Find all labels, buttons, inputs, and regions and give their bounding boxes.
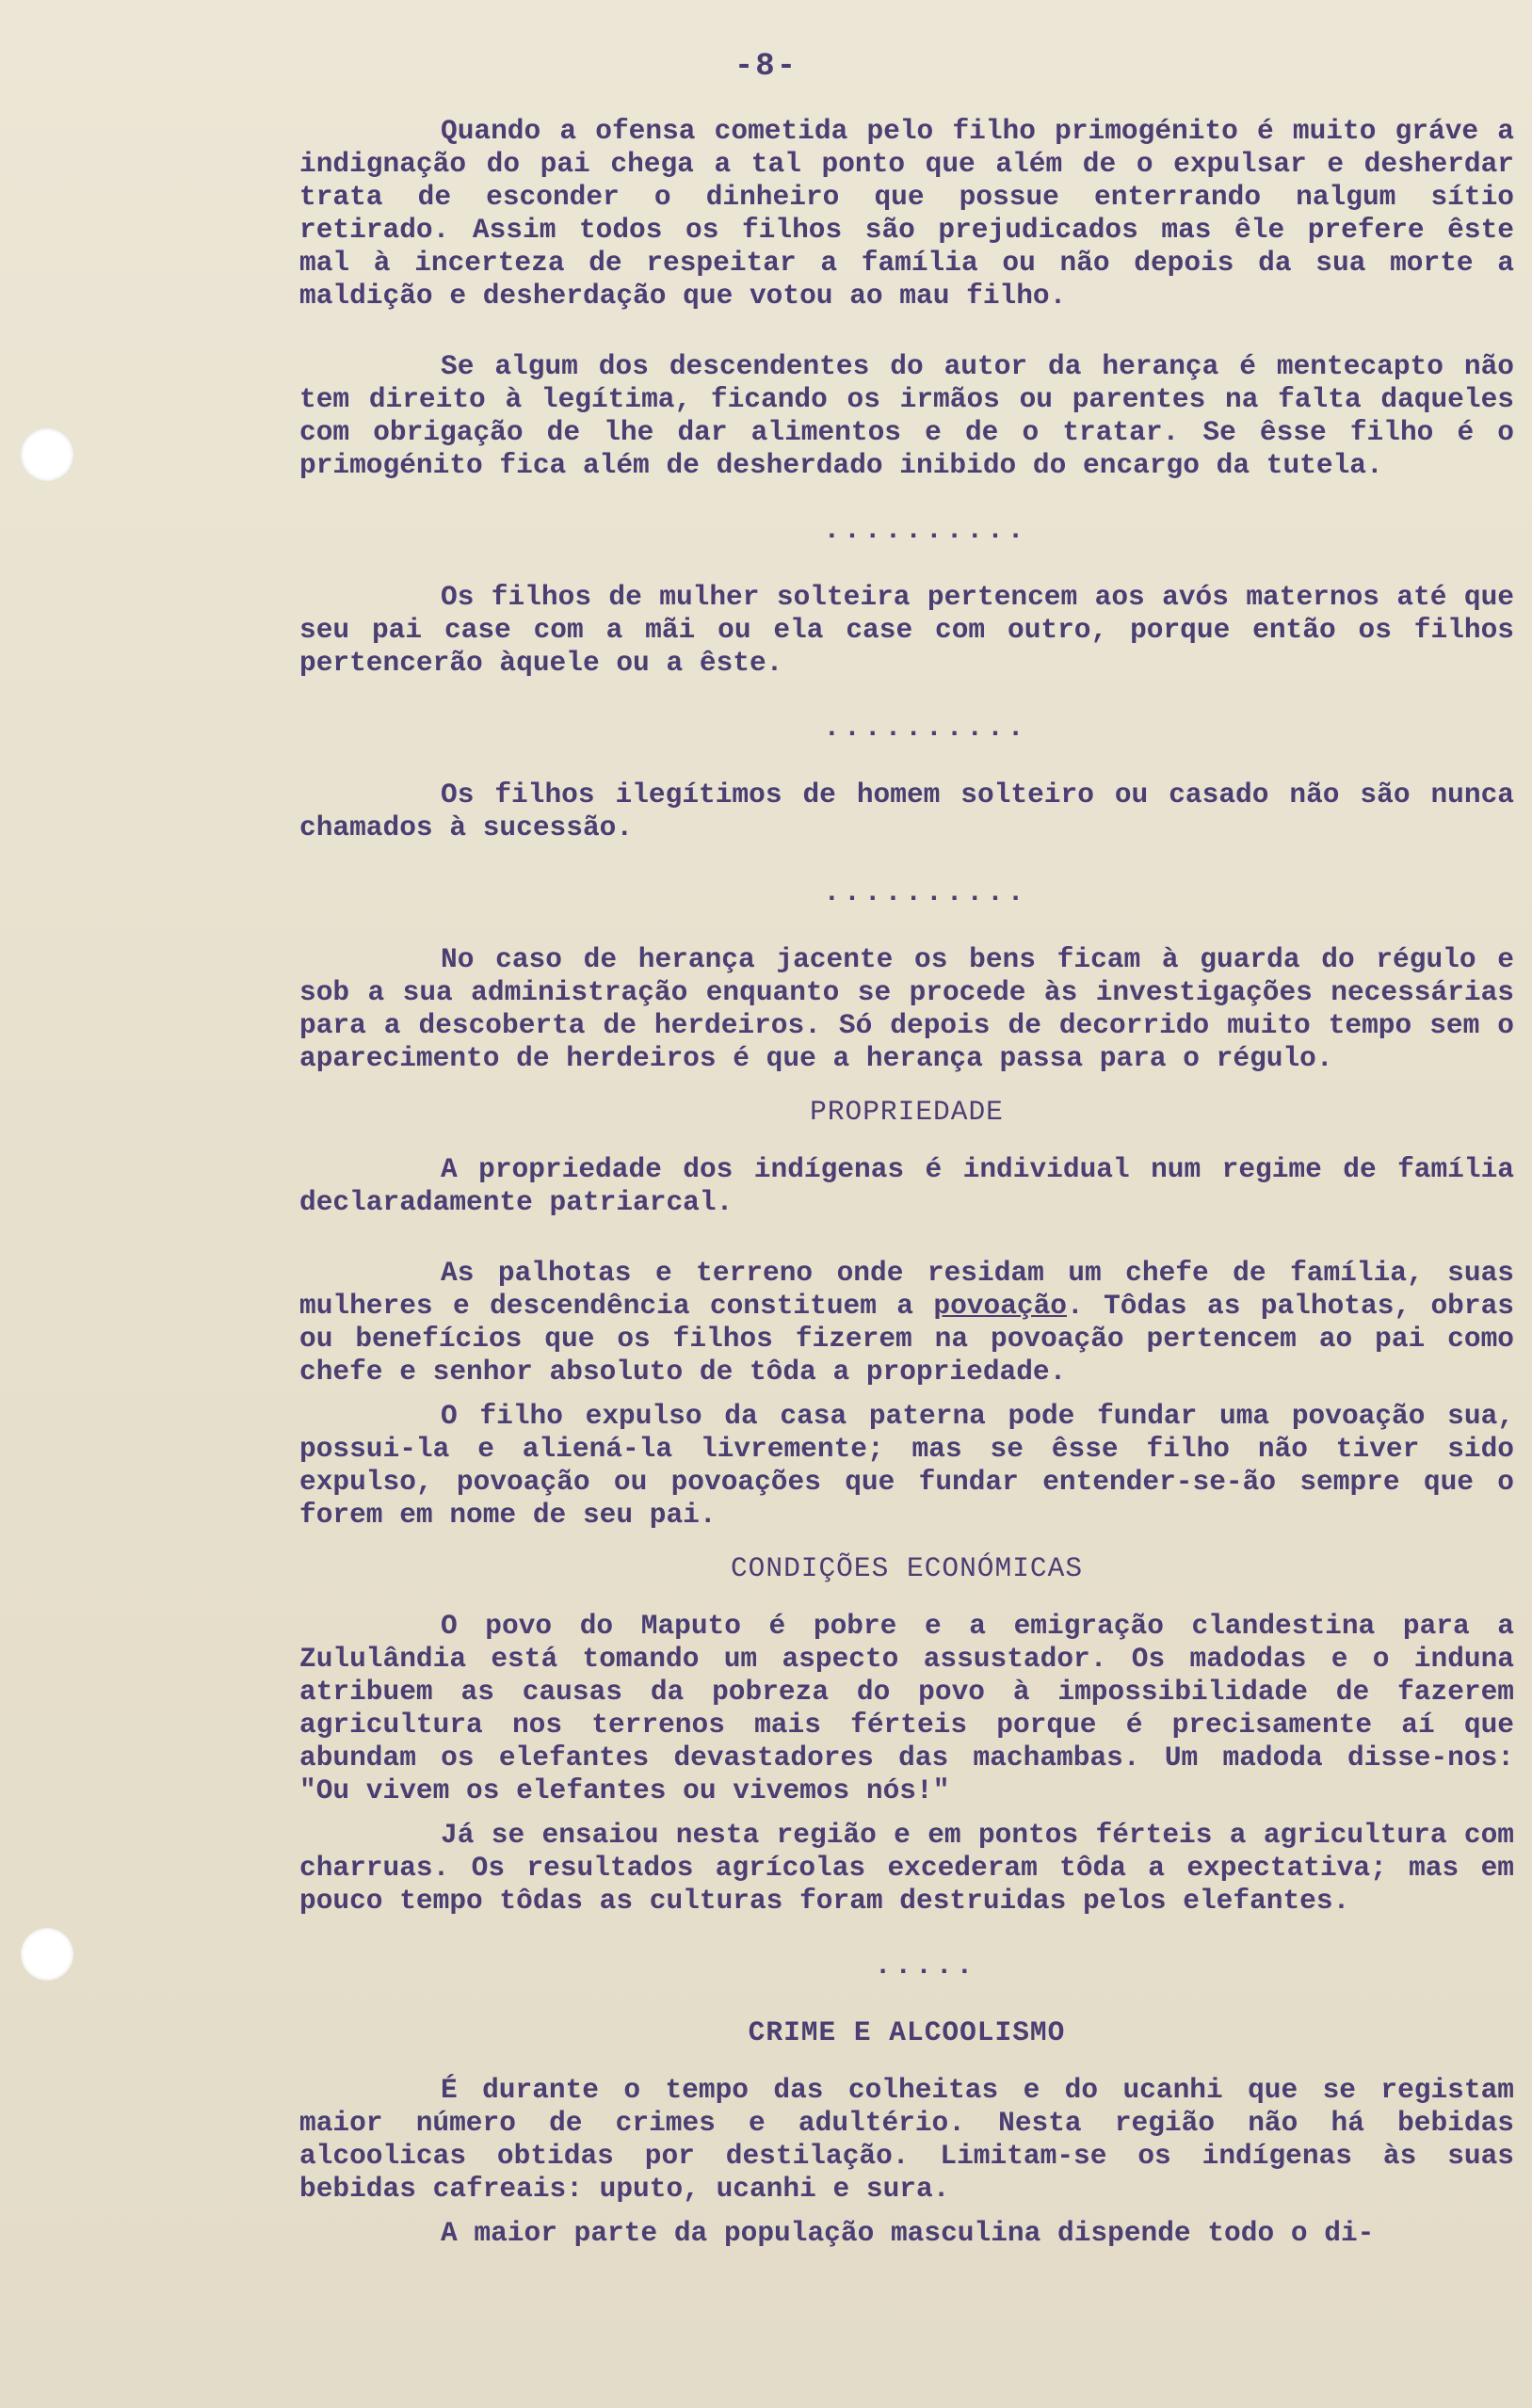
paragraph-populacao-masculina: A maior parte da população masculina dispende todo o di- <box>441 2217 1375 2249</box>
paragraph-mentecapto: Se algum dos descendentes do autor da herança é mentecapto não tem direito à legítima, ficando os irmãos ou parentes na falta daqueles com obrigação de lhe dar alimentos e de o tratar. Se êsse filho é o primogénito fica além de desherdado inibido do encargo da tutela. <box>299 350 1514 481</box>
section-heading-propriedade: PROPRIEDADE <box>810 1096 1004 1128</box>
paragraph-primogenito-ofensa: Quando a ofensa cometida pelo filho primogénito é muito gráve a indignação do pai chega a tal ponto que além de o expulsar e desherdar trata de esconder o dinheiro que possue enterrando nalgum sítio retirado. Assim todos os filhos são prejudicados mas êle prefere êste mal à incerteza de respeitar a família ou não depois da sua morte a maldição e desherdação que votou ao mau filho. <box>299 115 1514 312</box>
povoacao-term: povoação <box>933 1290 1068 1322</box>
section-heading-crime-alcoolismo: CRIME E ALCOOLISMO <box>748 2016 1066 2048</box>
separator: .......... <box>823 712 1028 744</box>
paragraph-agricultura-charruas: Já se ensaiou nesta região e em pontos férteis a agricultura com charruas. Os resultados agrícolas excederam tôda a expectativa; mas em pouco tempo tôdas as culturas foram destruidas pelos elefantes. <box>299 1819 1514 1917</box>
document-body <box>299 115 1514 2250</box>
section-heading-condicoes-economicas: CONDIÇÕES ECONÓMICAS <box>730 1552 1084 1584</box>
punch-hole <box>21 428 73 481</box>
paragraph-mulher-solteira: Os filhos de mulher solteira pertencem aos avós maternos até que seu pai case com a mãi ou ela case com outro, porque então os filhos pertencerão àquele ou a êste. <box>299 581 1514 679</box>
separator: .......... <box>823 514 1028 546</box>
palhotas-text-end: . Tôdas as palhotas, obras ou benefícios que os filhos fizerem na povoação pertencem ao pai como chefe e senhor absoluto de tôda a propriedade. <box>299 1290 1514 1388</box>
paragraph-colheitas-crimes: É durante o tempo das colheitas e do ucanhi que se registam maior número de crimes e adultério. Nesta região não há bebidas alcoolicas obtidas por destilação. Limitam-se os indígenas às suas bebidas cafreais: uputo, ucanhi e sura. <box>299 2074 1514 2205</box>
separator: .......... <box>823 876 1028 908</box>
paragraph-povo-maputo: O povo do Maputo é pobre e a emigração clandestina para a Zululândia está tomando um aspecto assustador. Os madodas e o induna atribuem as causas da pobreza do povo à impossibilidade de fazerem agricultura nos terrenos mais férteis porque é precisamente aí que abundam os elefantes devastadores das machambas. Um madoda disse-nos: "Ou vivem os elefantes ou vivemos nós!" <box>299 1610 1514 1806</box>
paragraph-ilegitimos: Os filhos ilegítimos de homem solteiro ou casado não são nunca chamados à sucessão. <box>299 779 1514 843</box>
paragraph-filho-expulso: O filho expulso da casa paterna pode fundar uma povoação sua, possui-la e aliená-la livremente; mas se êsse filho não tiver sido expulso, povoação ou povoações que fundar entender-se-ão sempre que o forem em nome de seu pai. <box>299 1400 1514 1531</box>
punch-hole <box>21 1928 73 1981</box>
palhotas-text-start: As palhotas e terreno onde residam um chefe de família, suas mulheres e descendência constituem a <box>299 1257 1514 1322</box>
separator: ..... <box>874 1950 977 1982</box>
paragraph-propriedade-regime: A propriedade dos indígenas é individual num regime de família declaradamente patriarcal. <box>299 1153 1514 1218</box>
paragraph-palhotas <box>299 1257 1514 1389</box>
paragraph-heranca-jacente: No caso de herança jacente os bens ficam à guarda do régulo e sob a sua administração enquanto se procede às investigações necessárias para a descoberta de herdeiros. Só depois de decorrido muito tempo sem o aparecimento de herdeiros é que a herança passa para o régulo. <box>299 943 1514 1074</box>
page-number: -8- <box>734 49 798 85</box>
